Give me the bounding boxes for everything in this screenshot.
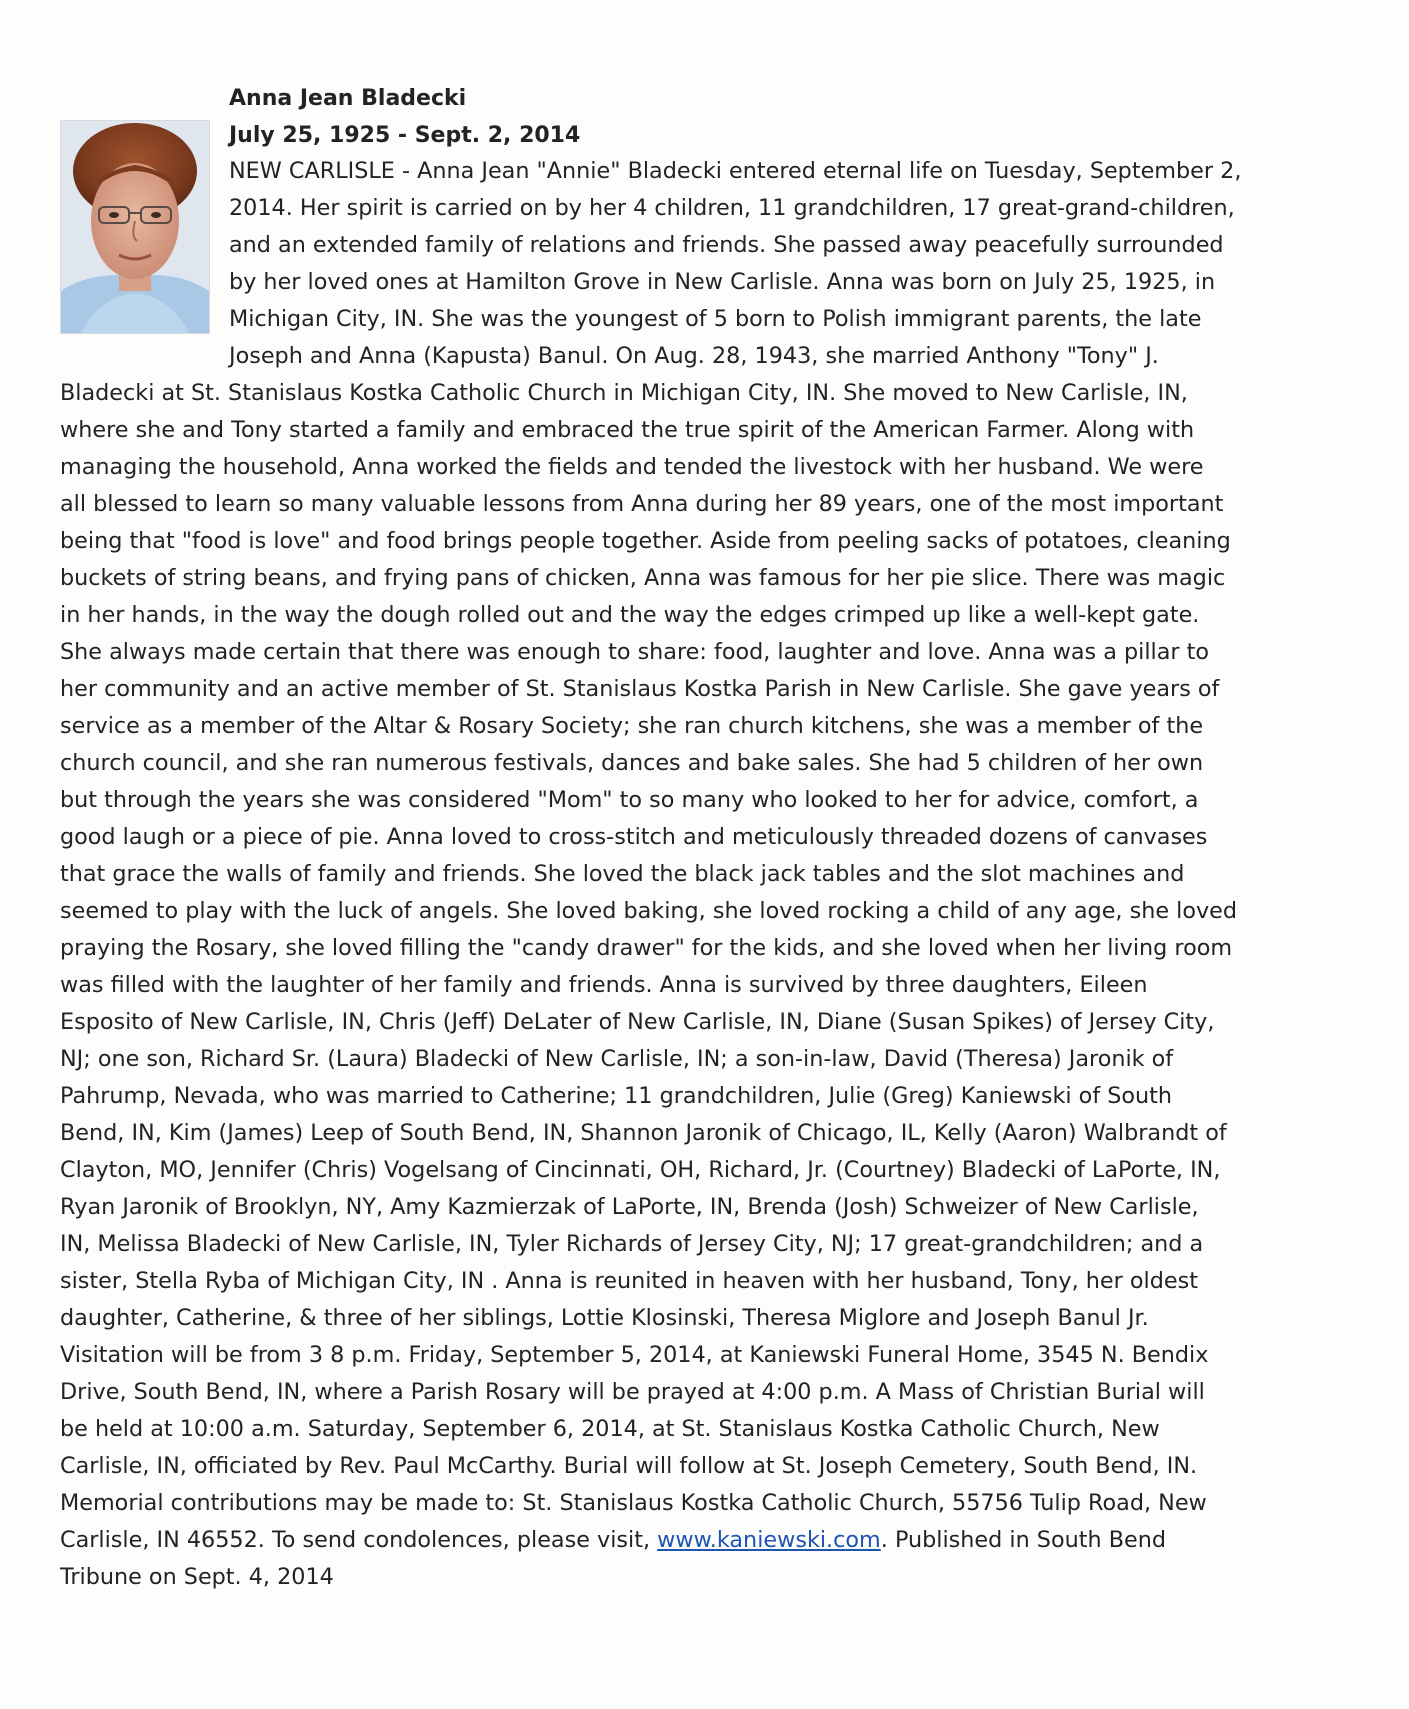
obituary-line: Michigan City, IN. She was the youngest of 5 born to Polish immigrant parents, the late: [229, 306, 1202, 332]
obituary-line: all blessed to learn so many valuable lessons from Anna during her 89 years, one of the most important: [60, 491, 1224, 517]
obituary-line: but through the years she was considered "Mom" to so many who looked to her for advice, comfort, a: [60, 787, 1199, 813]
obituary-line: was filled with the laughter of her family and friends. Anna is survived by three daughters, Eileen: [60, 972, 1148, 998]
obituary-line: be held at 10:00 a.m. Saturday, September 6, 2014, at St. Stanislaus Kostka Catholic Church, New: [60, 1416, 1160, 1442]
obituary-line: managing the household, Anna worked the fields and tended the livestock with her husband. We were: [60, 454, 1204, 480]
obituary-line: Clayton, MO, Jennifer (Chris) Vogelsang of Cincinnati, OH, Richard, Jr. (Courtney) Bladecki of LaPorte, IN,: [60, 1157, 1221, 1183]
obituary-line: NJ; one son, Richard Sr. (Laura) Bladecki of New Carlisle, IN; a son-in-law, David (Theresa) Jaronik of: [60, 1046, 1174, 1072]
obituary-line: sister, Stella Ryba of Michigan City, IN . Anna is reunited in heaven with her husband, Tony, her oldest: [60, 1268, 1198, 1294]
portrait-image: [61, 121, 209, 333]
obituary-line: seemed to play with the luck of angels. She loved baking, she loved rocking a child of any age, she loved: [60, 898, 1238, 924]
deceased-name: Anna Jean Bladecki: [229, 86, 467, 111]
obituary-line: She always made certain that there was enough to share: food, laughter and love. Anna was a pillar to: [60, 639, 1210, 665]
closing-line: [60, 1522, 1166, 1559]
funeral-home-link[interactable]: www.kaniewski.com: [657, 1527, 881, 1553]
obituary-header: [229, 80, 580, 154]
obituary-line: Bladecki at St. Stanislaus Kostka Catholic Church in Michigan City, IN. She moved to New Carlisle, IN,: [60, 380, 1188, 406]
obituary-line: Drive, South Bend, IN, where a Parish Rosary will be prayed at 4:00 p.m. A Mass of Christian Burial will: [60, 1379, 1205, 1405]
obituary-line: good laugh or a piece of pie. Anna loved to cross-stitch and meticulously threaded dozens of canvases: [60, 824, 1208, 850]
obituary-line: being that "food is love" and food brings people together. Aside from peeling sacks of potatoes, cleaning: [60, 528, 1231, 554]
obituary-line: buckets of string beans, and frying pans of chicken, Anna was famous for her pie slice. There was magic: [60, 565, 1226, 591]
life-dates: July 25, 1925 - Sept. 2, 2014: [229, 123, 581, 148]
obituary-line: in her hands, in the way the dough rolled out and the way the edges crimped up like a well-kept gate.: [60, 602, 1200, 628]
obituary-line: where she and Tony started a family and embraced the true spirit of the American Farmer. Along with: [60, 417, 1195, 443]
portrait-photo: [60, 120, 210, 334]
obituary-line: that grace the walls of family and friends. She loved the black jack tables and the slot machines and: [60, 861, 1185, 887]
obituary-line: Ryan Jaronik of Brooklyn, NY, Amy Kazmierzak of LaPorte, IN, Brenda (Josh) Schweizer of New Carlisle,: [60, 1194, 1199, 1220]
obituary-line: Carlisle, IN, officiated by Rev. Paul McCarthy. Burial will follow at St. Joseph Cemetery, South Bend, IN.: [60, 1453, 1198, 1479]
obituary-line: IN, Melissa Bladecki of New Carlisle, IN, Tyler Richards of Jersey City, NJ; 17 great-grandchildren; and a: [60, 1231, 1204, 1257]
obituary-line: Pahrump, Nevada, who was married to Catherine; 11 grandchildren, Julie (Greg) Kaniewski of South: [60, 1083, 1173, 1109]
obituary-line: 2014. Her spirit is carried on by her 4 children, 11 grandchildren, 17 great-grand-children,: [229, 195, 1235, 221]
obituary-line: Visitation will be from 3 8 p.m. Friday, September 5, 2014, at Kaniewski Funeral Home, 3545 N. Bendix: [60, 1342, 1209, 1368]
obituary-line: church council, and she ran numerous festivals, dances and bake sales. She had 5 children of her own: [60, 750, 1204, 776]
obituary-line: Esposito of New Carlisle, IN, Chris (Jeff) DeLater of New Carlisle, IN, Diane (Susan Spikes) of Jersey City,: [60, 1009, 1215, 1035]
publication-line: Tribune on Sept. 4, 2014: [60, 1564, 334, 1590]
obituary-line: Bend, IN, Kim (James) Leep of South Bend, IN, Shannon Jaronik of Chicago, IL, Kelly (Aaron) Walbrandt of: [60, 1120, 1227, 1146]
obituary-line: praying the Rosary, she loved filling the "candy drawer" for the kids, and she loved when her living room: [60, 935, 1233, 961]
obituary-line: Joseph and Anna (Kapusta) Banul. On Aug. 28, 1943, she married Anthony "Tony" J.: [229, 343, 1159, 369]
closing-text-before: Carlisle, IN 46552. To send condolences, please visit,: [60, 1527, 658, 1553]
obituary-line: service as a member of the Altar & Rosary Society; she ran church kitchens, she was a member of the: [60, 713, 1204, 739]
obituary-line: daughter, Catherine, & three of her siblings, Lottie Klosinski, Theresa Miglore and Joseph Banul Jr.: [60, 1305, 1149, 1331]
obituary-line: NEW CARLISLE - Anna Jean "Annie" Bladecki entered eternal life on Tuesday, September 2,: [229, 158, 1242, 184]
obituary-line: by her loved ones at Hamilton Grove in New Carlisle. Anna was born on July 25, 1925, in: [229, 269, 1216, 295]
obituary-line: and an extended family of relations and friends. She passed away peacefully surrounded: [229, 232, 1224, 258]
obituary-line: Memorial contributions may be made to: St. Stanislaus Kostka Catholic Church, 55756 Tulip Road, New: [60, 1490, 1207, 1516]
obituary-line: her community and an active member of St. Stanislaus Kostka Parish in New Carlisle. She gave years of: [60, 676, 1220, 702]
closing-text-after: . Published in South Bend: [880, 1527, 1166, 1553]
